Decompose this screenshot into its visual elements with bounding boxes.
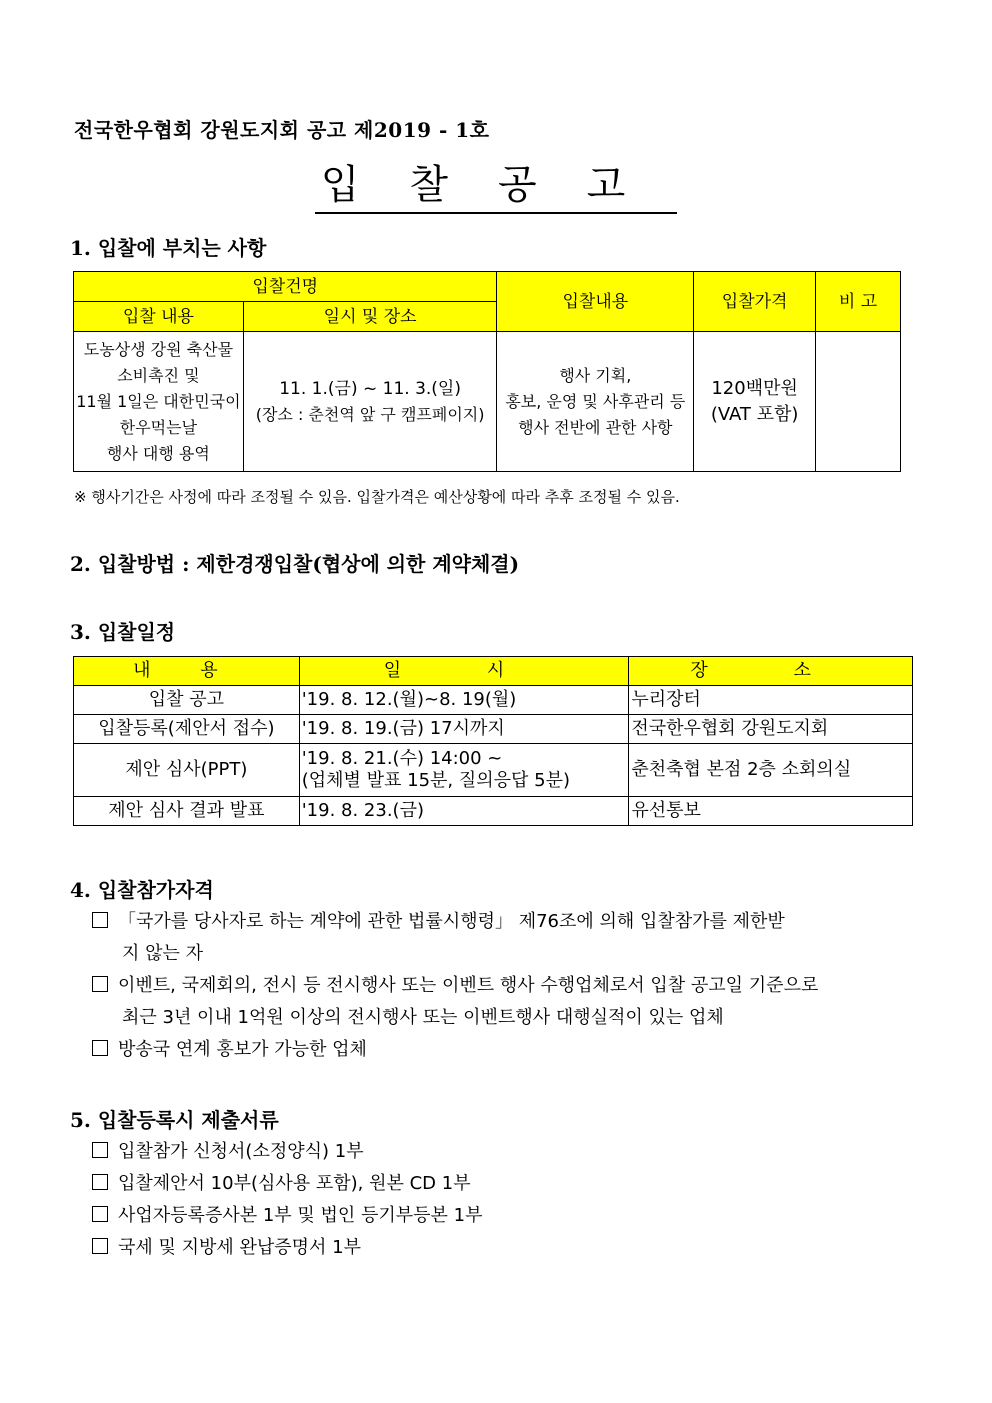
- cell-bid-detail: 행사 기획, 홍보, 운영 및 사후관리 등 행사 전반에 관한 사항: [497, 332, 694, 472]
- checkbox-icon: [92, 1040, 108, 1056]
- notice-header: 전국한우협회 강원도지회 공고 제2019 - 1호: [74, 118, 490, 142]
- checkbox-icon: [92, 1238, 108, 1254]
- cell-bid-price: 120백만원 (VAT 포함): [694, 332, 816, 472]
- section-5-heading: 5. 입찰등록시 제출서류: [70, 1108, 279, 1132]
- list-item: 국세 및 지방세 완납증명서 1부: [92, 1232, 912, 1264]
- cell-note: [816, 332, 901, 472]
- list-item: 방송국 연계 홍보가 가능한 업체: [92, 1034, 912, 1066]
- table-row: 입찰 공고 '19. 8. 12.(월)~8. 19(월) 누리장터: [74, 686, 913, 715]
- checkbox-icon: [92, 1206, 108, 1222]
- section-2-heading: 2. 입찰방법 : 제한경쟁입찰(협상에 의한 계약체결): [70, 552, 520, 576]
- schedule-table: [73, 656, 913, 826]
- checkbox-icon: [92, 1142, 108, 1158]
- section-3-heading: 3. 입찰일정: [70, 620, 176, 644]
- checkbox-icon: [92, 1174, 108, 1190]
- section-4-heading: 4. 입찰참가자격: [70, 878, 214, 902]
- th-datetime-place: 일시 및 장소: [243, 302, 497, 332]
- section-1-heading: 1. 입찰에 부치는 사항: [70, 236, 267, 260]
- th-datetime: 일 시: [299, 657, 629, 686]
- th-bid-content: 입찰 내용: [74, 302, 244, 332]
- list-item: 「국가를 당사자로 하는 계약에 관한 법률시행령」 제76조에 의해 입찰참가를 제한받: [92, 906, 912, 938]
- th-bid-detail: 입찰내용: [497, 272, 694, 332]
- checkbox-icon: [92, 912, 108, 928]
- list-item: 입찰참가 신청서(소정양식) 1부: [92, 1136, 912, 1168]
- page-title: 입찰공고: [0, 160, 992, 214]
- list-item: 사업자등록증사본 1부 및 법인 등기부등본 1부: [92, 1200, 912, 1232]
- th-bid-price: 입찰가격: [694, 272, 816, 332]
- table-row: 제안 심사(PPT) '19. 8. 21.(수) 14:00 ~ (업체별 발표 15분, 질의응답 5분) 춘천축협 본점 2층 소회의실: [74, 744, 913, 797]
- table-row: 입찰등록(제안서 접수) '19. 8. 19.(금) 17시까지 전국한우협회 강원도지회: [74, 715, 913, 744]
- cell-bid-content: 도농상생 강원 축산물 소비촉진 및 11월 1일은 대한민국이 한우먹는날 행사 대행 용역: [74, 332, 244, 472]
- table-row: 제안 심사 결과 발표 '19. 8. 23.(금) 유선통보: [74, 797, 913, 826]
- cell-datetime-place: 11. 1.(금) ~ 11. 3.(일) (장소 : 춘천역 앞 구 캠프페이지): [243, 332, 497, 472]
- th-bid-name: 입찰건명: [74, 272, 497, 302]
- bid-item-table: [73, 271, 901, 472]
- th-content: 내 용: [74, 657, 300, 686]
- footnote: ※ 행사기간은 사정에 따라 조정될 수 있음. 입찰가격은 예산상황에 따라 추후 조정될 수 있음.: [74, 488, 680, 506]
- th-note: 비 고: [816, 272, 901, 332]
- list-item: 입찰제안서 10부(심사용 포함), 원본 CD 1부: [92, 1168, 912, 1200]
- qualification-list: 「국가를 당사자로 하는 계약에 관한 법률시행령」 제76조에 의해 입찰참가를 제한받 지 않는 자 이벤트, 국제회의, 전시 등 전시행사 또는 이벤트 행사 수행업체로서 입찰 공고일 기준으로 최근 3년 이내 1억원 이상의 전시행사 또는 이벤트행사 대행실적이 있는 업체 방송국 연계 홍보가 가능한 업체: [92, 906, 912, 1066]
- th-place: 장 소: [629, 657, 913, 686]
- list-item: 이벤트, 국제회의, 전시 등 전시행사 또는 이벤트 행사 수행업체로서 입찰 공고일 기준으로: [92, 970, 912, 1002]
- documents-list: [92, 1136, 912, 1264]
- checkbox-icon: [92, 976, 108, 992]
